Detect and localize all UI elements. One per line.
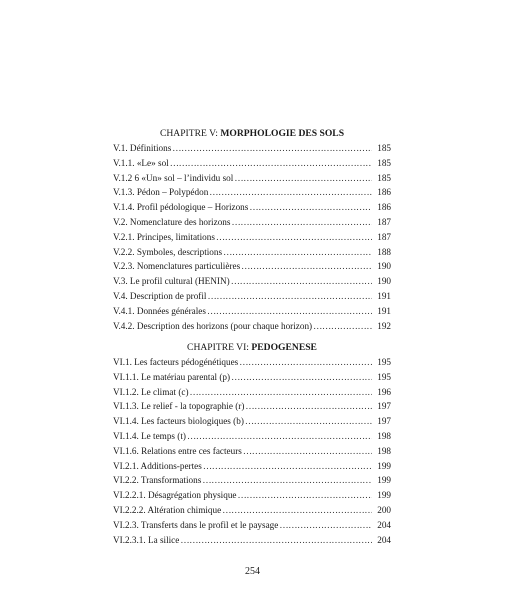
toc-entry-label: V.1.1. «Le» sol xyxy=(113,157,169,168)
toc-entry-page: 199 xyxy=(377,490,391,501)
toc-entry-page: 198 xyxy=(377,430,391,441)
toc-entry-page: 187 xyxy=(377,231,391,242)
toc-dot-leader xyxy=(180,533,372,548)
toc-entry-page: 204 xyxy=(377,519,391,530)
toc-dot-leader xyxy=(207,304,372,319)
toc-entry-label: V.4. Description de profil xyxy=(113,290,207,301)
toc-dot-leader xyxy=(172,141,372,156)
toc-entry xyxy=(113,473,391,488)
page-number: 254 xyxy=(245,566,260,577)
toc-entry xyxy=(113,444,391,459)
chapter-6-prefix: CHAPITRE VI: xyxy=(187,342,252,353)
toc-entry-label: V.3. Le profil cultural (HENIN) xyxy=(113,276,230,287)
toc-entry-label: VI.1.4. Les facteurs biologiques (b) xyxy=(113,416,244,427)
toc-entry-page: 195 xyxy=(377,357,391,367)
toc-entry-label: VI.2.2.2. Altération chimique xyxy=(113,504,222,515)
toc-entry-page: 192 xyxy=(377,320,391,331)
toc-entry xyxy=(113,230,391,245)
toc-entry-label: VI.1.4. Le temps (t) xyxy=(113,430,186,441)
toc-entry xyxy=(113,274,391,289)
toc-entry-page: 191 xyxy=(377,305,391,316)
toc-entry xyxy=(113,429,391,444)
toc-entry-label: VI.1. Les facteurs pédogénétiques xyxy=(113,357,239,367)
toc-entry-page: 199 xyxy=(377,475,391,486)
toc-entry xyxy=(113,245,391,260)
toc-entry xyxy=(113,215,391,230)
toc-entry-label: VI.2.3. Transferts dans le profil et le paysage xyxy=(113,519,279,530)
toc-dot-leader xyxy=(249,200,372,215)
toc-entry-label: VI.2.2.1. Désagrégation physique xyxy=(113,490,237,501)
toc-entry-label: VI.1.2. Le climat (c) xyxy=(113,386,189,397)
toc-entry xyxy=(113,304,391,319)
toc-entry-page: 185 xyxy=(377,157,391,168)
toc-dot-leader xyxy=(209,185,372,200)
toc-dot-leader xyxy=(216,230,372,245)
chapter-6-toc xyxy=(113,355,391,547)
toc-dot-leader xyxy=(313,319,372,334)
toc-dot-leader xyxy=(222,503,372,518)
toc-entry-label: VI.2.2. Transformations xyxy=(113,475,202,486)
toc-entry-label: V.2. Nomenclature des horizons xyxy=(113,216,231,227)
toc-entry-label: V.2.2. Symboles, descriptions xyxy=(113,246,223,257)
toc-dot-leader xyxy=(223,245,372,260)
chapter-5-toc xyxy=(113,141,391,333)
toc-entry-label: VI.2.1. Additions-pertes xyxy=(113,460,202,471)
toc-entry-page: 185 xyxy=(377,172,391,183)
toc-entry xyxy=(113,200,391,215)
toc-entry-page: 204 xyxy=(377,534,391,545)
toc-entry xyxy=(113,156,391,171)
toc-entry-label: V.1. Définitions xyxy=(113,143,172,153)
toc-entry-label: V.1.2 6 «Un» sol – l’individu sol xyxy=(113,172,234,183)
toc-entry-label: V.4.1. Données générales xyxy=(113,305,206,316)
toc-entry-label: VI.1.1. Le matériau parental (p) xyxy=(113,371,231,382)
toc-entry xyxy=(113,518,391,533)
toc-entry xyxy=(113,370,391,385)
toc-entry xyxy=(113,488,391,503)
chapter-5-title: MORPHOLOGIE DES SOLS xyxy=(220,128,345,139)
toc-dot-leader xyxy=(187,429,372,444)
toc-entry xyxy=(113,385,391,400)
toc-entry-page: 191 xyxy=(377,290,391,301)
toc-dot-leader xyxy=(279,518,372,533)
toc-entry-page: 198 xyxy=(377,445,391,456)
toc-dot-leader xyxy=(202,473,372,488)
toc-dot-leader xyxy=(203,459,372,474)
toc-entry-page: 186 xyxy=(377,202,391,213)
toc-entry xyxy=(113,533,391,548)
toc-entry xyxy=(113,459,391,474)
toc-dot-leader xyxy=(245,414,372,429)
toc-entry-page: 190 xyxy=(377,261,391,272)
toc-dot-leader xyxy=(207,289,372,304)
toc-dot-leader xyxy=(241,259,372,274)
toc-entry-label: V.2.1. Principes, limitations xyxy=(113,231,215,242)
toc-entry-label: V.1.4. Profil pédologique – Horizons xyxy=(113,202,249,213)
toc-entry-page: 197 xyxy=(377,401,391,412)
toc-entry-page: 188 xyxy=(377,246,391,257)
toc-dot-leader xyxy=(245,399,372,414)
toc-dot-leader xyxy=(231,215,372,230)
toc-entry-page: 196 xyxy=(377,386,391,397)
toc-entry xyxy=(113,259,391,274)
toc-entry xyxy=(113,399,391,414)
toc-dot-leader xyxy=(238,488,373,503)
toc-entry-page: 186 xyxy=(377,187,391,198)
toc-entry xyxy=(113,414,391,429)
chapter-6-heading xyxy=(113,342,391,354)
toc-entry-page: 190 xyxy=(377,276,391,287)
chapter-6-title: PEDOGENESE xyxy=(251,342,317,353)
toc-entry xyxy=(113,503,391,518)
chapter-5-heading xyxy=(113,128,391,140)
toc-entry-page: 197 xyxy=(377,416,391,427)
toc-entry-label: V.2.3. Nomenclatures particulières xyxy=(113,261,241,272)
toc-dot-leader xyxy=(234,171,372,186)
toc-entry-label: VI.1.3. Le relief - la topographie (r) xyxy=(113,401,245,412)
toc-entry-label: VI.2.3.1. La silice xyxy=(113,534,180,545)
toc-entry xyxy=(113,289,391,304)
toc-entry-page: 195 xyxy=(377,371,391,382)
toc-entry xyxy=(113,141,391,156)
toc-entry-page: 199 xyxy=(377,460,391,471)
toc-entry-label: V.1.3. Pédon – Polypédon xyxy=(113,187,209,198)
toc-entry-page: 200 xyxy=(377,504,391,515)
toc-entry-page: 185 xyxy=(377,143,391,153)
toc-entry xyxy=(113,319,391,334)
toc-dot-leader xyxy=(243,444,372,459)
toc-entry-page: 187 xyxy=(377,216,391,227)
toc-dot-leader xyxy=(231,274,372,289)
toc-entry-label: V.4.2. Description des horizons (pour chaque horizon) xyxy=(113,320,313,331)
toc-dot-leader xyxy=(239,355,372,370)
toc-entry xyxy=(113,355,391,370)
toc-dot-leader xyxy=(190,385,372,400)
toc-entry xyxy=(113,171,391,186)
toc-entry xyxy=(113,185,391,200)
toc-dot-leader xyxy=(231,370,372,385)
toc-dot-leader xyxy=(170,156,372,171)
chapter-5-prefix: CHAPITRE V: xyxy=(159,128,221,139)
toc-entry-label: VI.1.6. Relations entre ces facteurs xyxy=(113,445,242,456)
